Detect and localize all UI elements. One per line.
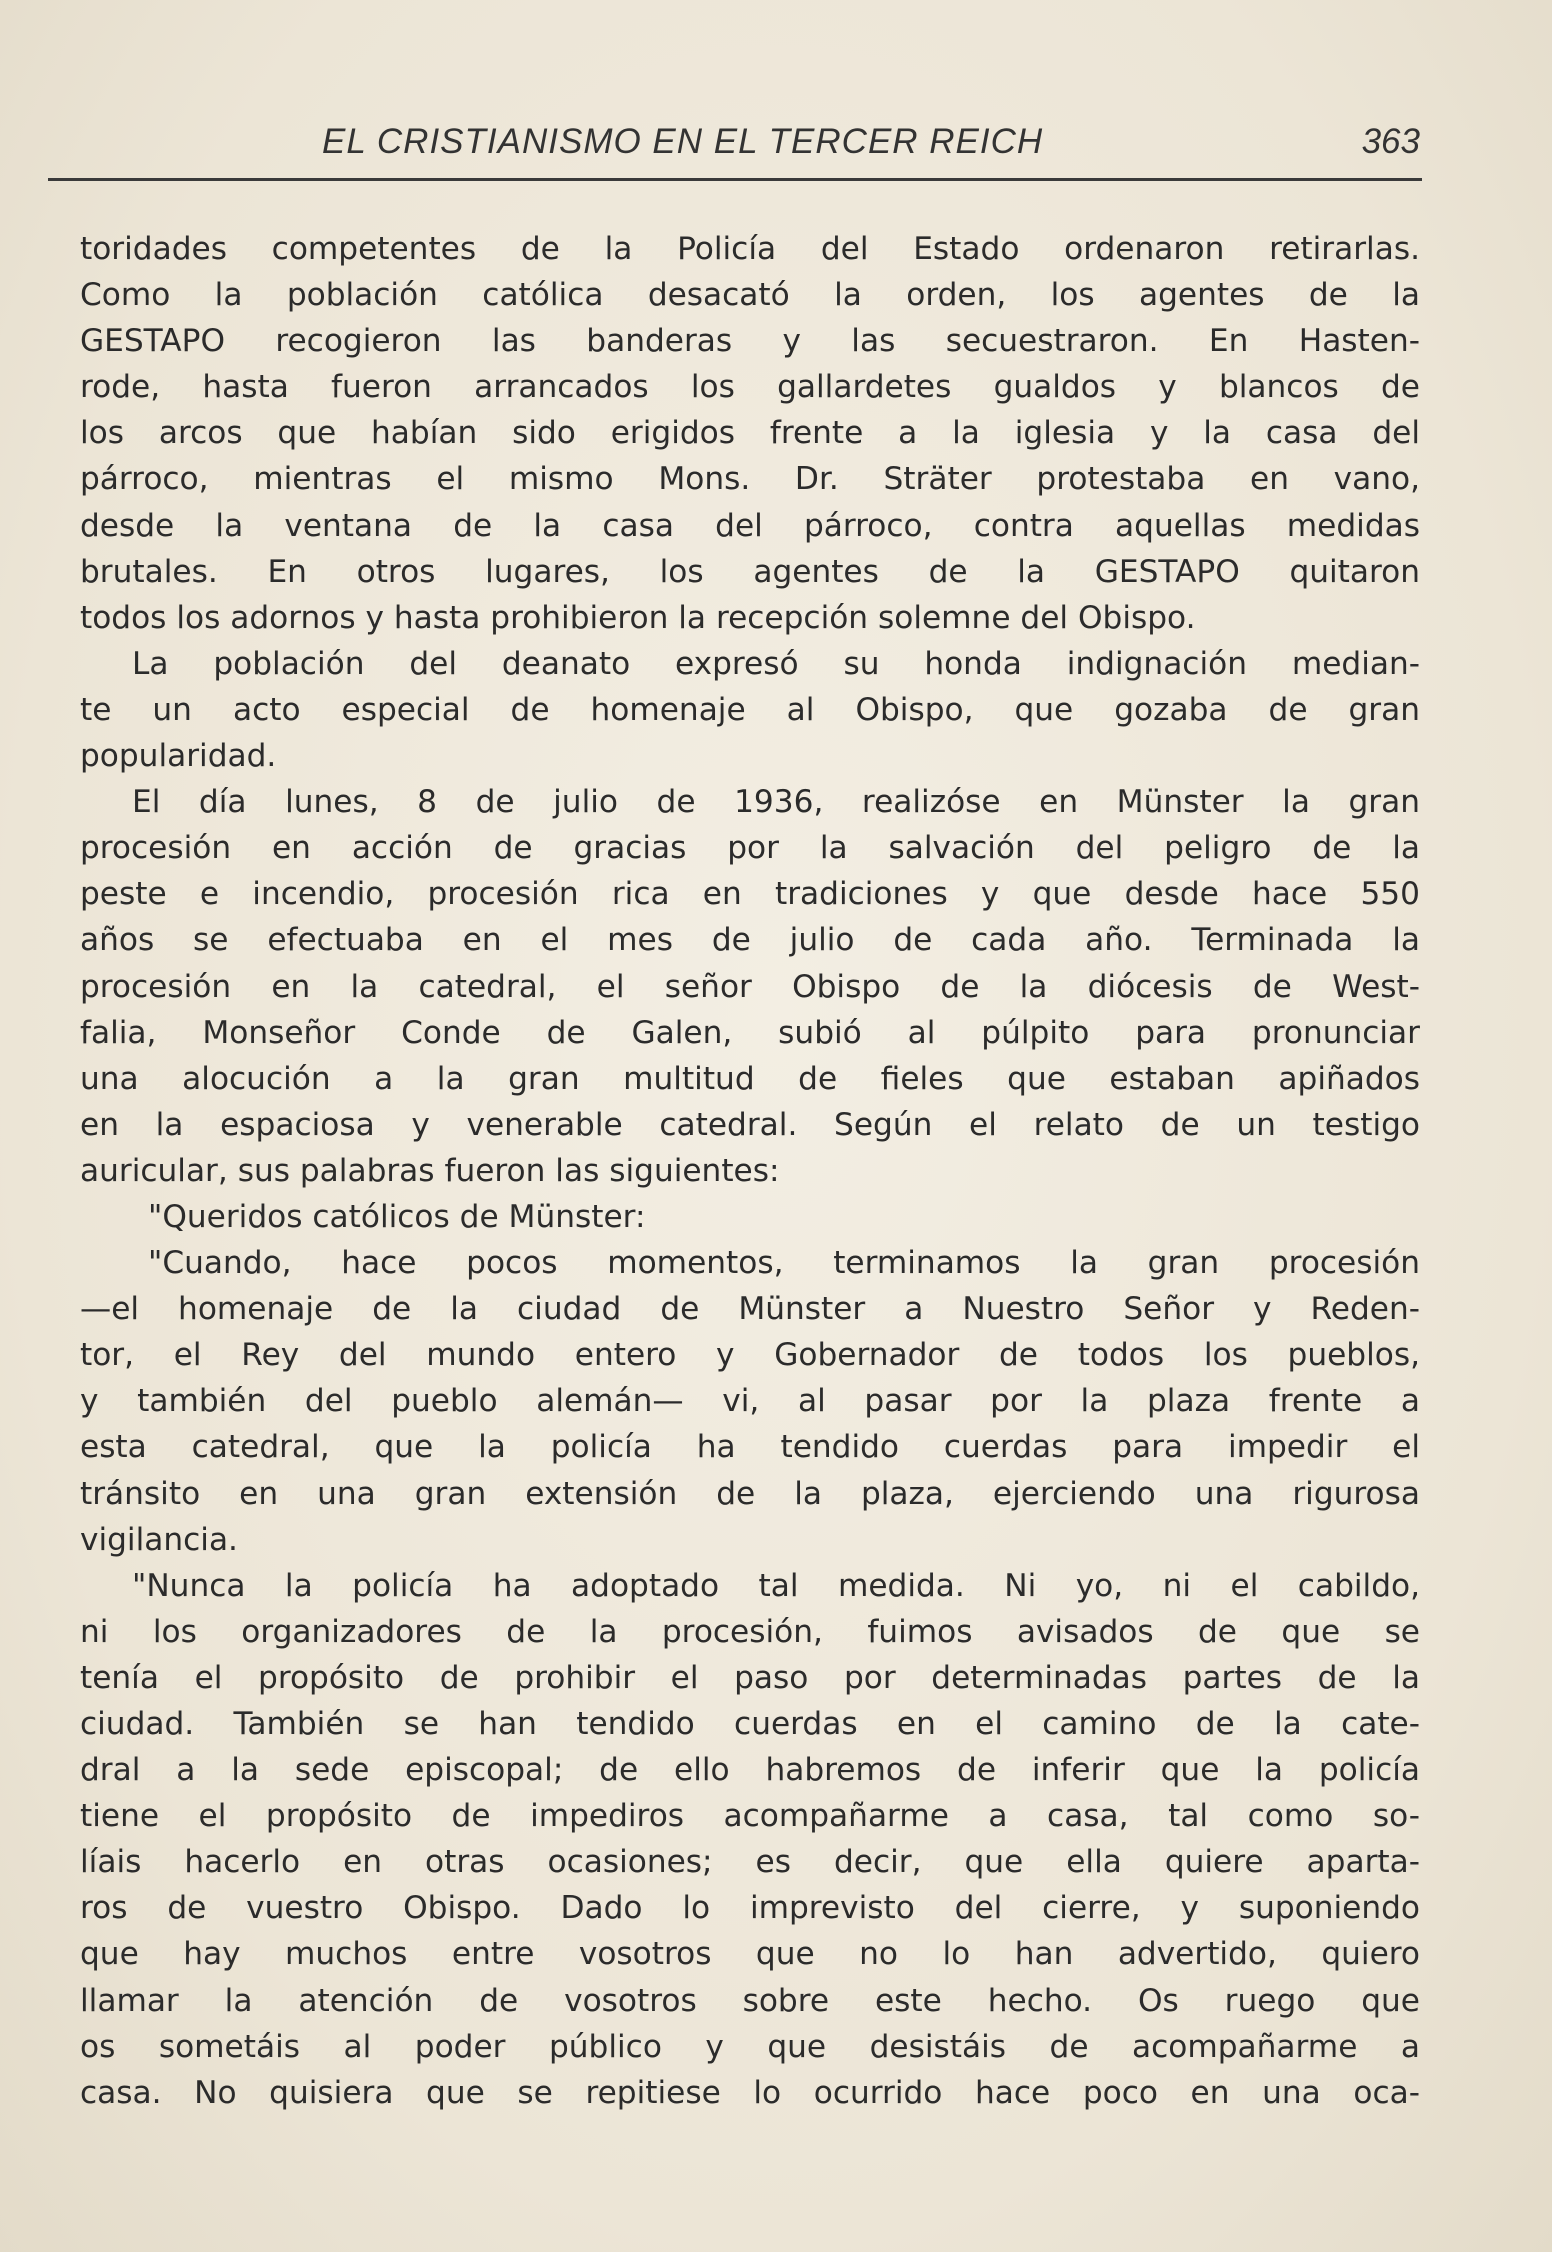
text-line: procesión en la catedral, el señor Obispo de la diócesis de West- xyxy=(80,968,1420,1005)
text-line: toridades competentes de la Policía del Estado ordenaron retirarlas. xyxy=(80,231,1420,267)
text-line: te un acto especial de homenaje al Obispo, que gozaba de gran xyxy=(80,691,1420,728)
text-line: falia, Monseñor Conde de Galen, subió al púlpito para pronunciar xyxy=(80,1014,1420,1051)
page-number: 363 xyxy=(1361,122,1420,161)
text-line: —el homenaje de la ciudad de Münster a Nuestro Señor y Reden- xyxy=(80,1291,1420,1328)
text-line: os sometáis al poder público y que desistáis de acompañarme a xyxy=(80,2028,1420,2065)
text-line: que hay muchos entre vosotros que no lo han advertido, quiero xyxy=(80,1936,1420,1973)
header-rule xyxy=(48,178,1422,181)
text-line: años se efectuaba en el mes de julio de cada año. Terminada la xyxy=(80,922,1420,959)
running-head-title: EL CRISTIANISMO EN EL TERCER REICH xyxy=(322,122,1044,161)
text-line: tenía el propósito de prohibir el paso por determinadas partes de la xyxy=(80,1659,1420,1696)
text-line: esta catedral, que la policía ha tendido cuerdas para impedir el xyxy=(80,1429,1420,1466)
text-line: tiene el propósito de impediros acompañarme a casa, tal como so- xyxy=(80,1798,1420,1835)
running-head xyxy=(130,122,1420,182)
text-line: procesión en acción de gracias por la salvación del peligro de la xyxy=(80,830,1420,867)
text-line: desde la ventana de la casa del párroco, contra aquellas medidas xyxy=(80,507,1420,544)
text-line: "Cuando, hace pocos momentos, terminamos la gran procesión xyxy=(148,1245,1420,1282)
text-line: tránsito en una gran extensión de la plaza, ejerciendo una rigurosa xyxy=(80,1475,1420,1512)
text-line: párroco, mientras el mismo Mons. Dr. Sträter protestaba en vano, xyxy=(80,461,1420,498)
text-line: ni los organizadores de la procesión, fuimos avisados de que se xyxy=(80,1613,1420,1650)
text-line: peste e incendio, procesión rica en tradiciones y que desde hace 550 xyxy=(80,876,1420,913)
text-line: Como la población católica desacató la orden, los agentes de la xyxy=(80,277,1420,314)
text-line: una alocución a la gran multitud de fieles que estaban apiñados xyxy=(80,1060,1420,1097)
text-line: rode, hasta fueron arrancados los gallardetes gualdos y blancos de xyxy=(80,369,1420,406)
text-line: los arcos que habían sido erigidos frente a la iglesia y la casa del xyxy=(80,415,1420,452)
text-line: popularidad. xyxy=(80,738,277,775)
body-text xyxy=(80,226,1420,2116)
text-line: GESTAPO recogieron las banderas y las secuestraron. En Hasten- xyxy=(80,323,1420,360)
text-line: líais hacerlo en otras ocasiones; es decir, que ella quiere aparta- xyxy=(80,1844,1420,1881)
text-line: casa. No quisiera que se repitiese lo ocurrido hace poco en una oca- xyxy=(80,2074,1420,2111)
text-line: tor, el Rey del mundo entero y Gobernador de todos los pueblos, xyxy=(80,1337,1420,1374)
text-line: auricular, sus palabras fueron las siguientes: xyxy=(80,1152,780,1189)
text-line: "Nunca la policía ha adoptado tal medida. Ni yo, ni el cabildo, xyxy=(132,1567,1420,1604)
text-line: vigilancia. xyxy=(80,1521,238,1558)
text-line: llamar la atención de vosotros sobre este hecho. Os ruego que xyxy=(80,1982,1420,2019)
text-line: La población del deanato expresó su honda indignación median- xyxy=(132,645,1420,682)
text-line: brutales. En otros lugares, los agentes de la GESTAPO quitaron xyxy=(80,553,1420,590)
text-line: y también del pueblo alemán— vi, al pasar por la plaza frente a xyxy=(80,1383,1420,1420)
text-line: ros de vuestro Obispo. Dado lo imprevisto del cierre, y suponiendo xyxy=(80,1890,1420,1927)
text-line: "Queridos católicos de Münster: xyxy=(148,1198,646,1235)
text-line: todos los adornos y hasta prohibieron la recepción solemne del Obispo. xyxy=(80,599,1196,636)
text-line: ciudad. También se han tendido cuerdas en el camino de la cate- xyxy=(80,1706,1420,1742)
text-line: en la espaciosa y venerable catedral. Según el relato de un testigo xyxy=(80,1106,1420,1143)
text-line: dral a la sede episcopal; de ello habremos de inferir que la policía xyxy=(80,1752,1420,1789)
text-line: El día lunes, 8 de julio de 1936, realizóse en Münster la gran xyxy=(132,784,1420,821)
